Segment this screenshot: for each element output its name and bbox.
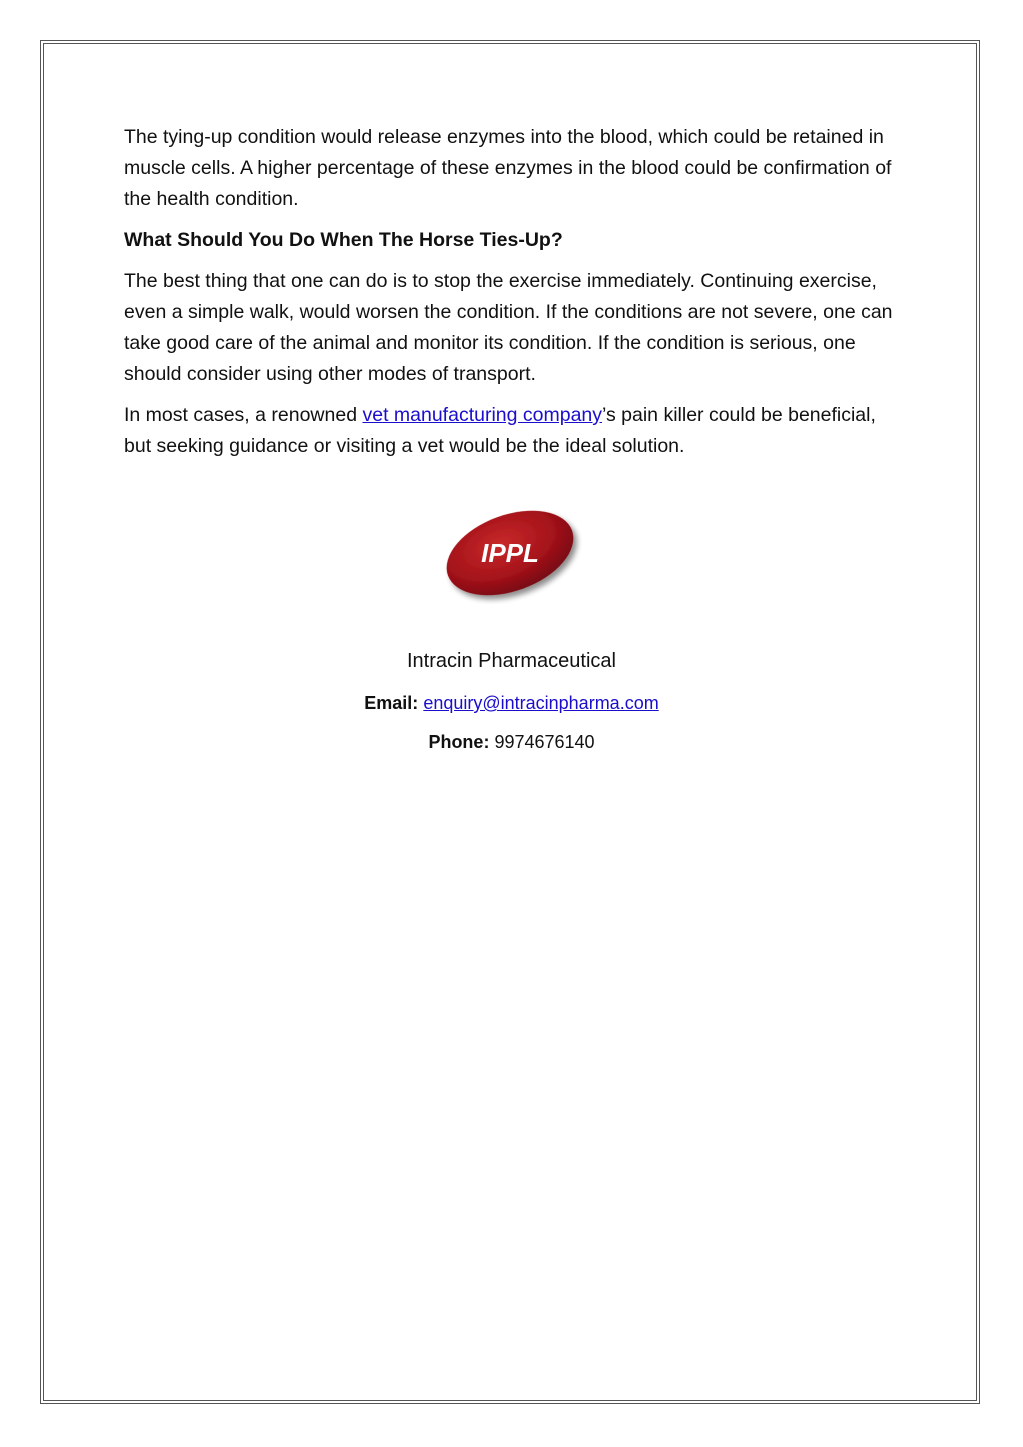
paragraph-painkiller-end: ’s pain killer could be beneficial, but seeking guidance or visiting a vet would be the ideal solution. xyxy=(124,404,876,457)
paragraph-enzymes: The tying-up condition would release enzymes into the blood, which could be retained in muscle cells. A higher percentage of these enzymes in the blood could be confirmation of the health condition. xyxy=(124,126,892,210)
paragraph-treatment: The best thing that one can do is to stop the exercise immediately. Continuing exercise, even a simple walk, would worsen the condition. If the conditions are not severe, one can take good care of the animal and monitor its condition. If the condition is serious, one should consider using other modes of transport. xyxy=(124,270,893,385)
phone-label: Phone: xyxy=(428,732,490,752)
document-body xyxy=(124,122,904,472)
paragraph-painkiller-start: In most cases, a renowned xyxy=(124,404,363,426)
vet-manufacturing-link[interactable]: vet manufacturing company xyxy=(362,404,603,426)
email-line xyxy=(0,690,1023,716)
phone-line xyxy=(0,729,1023,755)
section-heading: What Should You Do When The Horse Ties-Up? xyxy=(124,229,563,251)
email-label: Email: xyxy=(364,693,419,713)
ippl-logo xyxy=(440,508,584,604)
email-link[interactable]: enquiry@intracinpharma.com xyxy=(423,693,659,713)
company-name: Intracin Pharmaceutical xyxy=(407,650,616,672)
ippl-logo-graphic xyxy=(440,508,584,604)
paragraph-painkiller xyxy=(124,400,904,462)
logo-text: IPPL xyxy=(481,538,539,568)
phone-number: 9974676140 xyxy=(494,732,595,752)
